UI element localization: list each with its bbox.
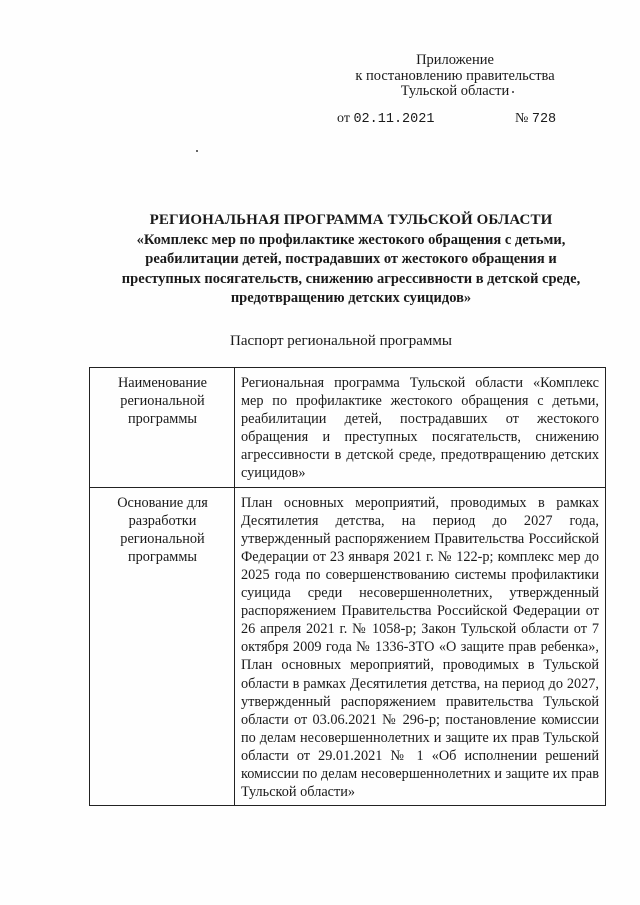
program-title-line-3: реабилитации детей, пострадавших от жестокого обращения и [145, 251, 557, 267]
passport-heading: Паспорт региональной программы [230, 333, 452, 349]
decree-from-label: от [337, 111, 350, 126]
row-value-basis: План основных мероприятий, проводимых в рамках Десятилетия детства, на период до 2027 года, утвержденный распоряжением Правительства Российской Федерации от 23 января 2021 г. № 122-р; комплекс мер до 2025 года по совершенствованию системы профилактики суицида среди несовершеннолетних, утвержденный распоряжением Правительства Российской Федерации от 26 апреля 2021 г. № 1058-р; Закон Тульской области от 7 октября 2009 года № 1336-ЗТО «О защите прав ребенка», План основных мероприятий, проводимых в Тульской области в рамках Десятилетия детства, на период до 2027, утвержденный распоряжением правительства Тульской области от 03.06.2021 № 296-р; постановление комиссии по делам несовершеннолетних и защите их прав Тульской области от 29.01.2021 № 1 «Об исполнении решений комиссии по делам несовершеннолетних и защите их прав Тульской области» [235, 487, 606, 806]
decree-number: 728 [531, 112, 557, 127]
appendix-block [330, 53, 580, 100]
appendix-line-1: Приложение [416, 52, 494, 68]
program-title-line-4: преступных посягательств, снижению агрессивности в детской среде, [121, 270, 581, 287]
scan-speck [196, 150, 198, 152]
decree-number-label: № [515, 111, 529, 126]
program-title [60, 211, 640, 309]
table-row [90, 368, 606, 488]
program-title-line-5: предотвращению детских суицидов» [230, 290, 472, 306]
table-row [90, 487, 606, 806]
appendix-line-3: Тульской области [400, 83, 510, 99]
decree-number-group [515, 111, 556, 127]
program-title-line-1: РЕГИОНАЛЬНАЯ ПРОГРАММА ТУЛЬСКОЙ ОБЛАСТИ [149, 212, 553, 228]
decree-date: 02.11.2021 [353, 112, 435, 127]
passport-table [89, 367, 606, 806]
decree-date-line [337, 111, 557, 127]
row-label-name: Наименование региональной программы [90, 368, 235, 488]
scan-speck [512, 91, 514, 93]
appendix-line-2: к постановлению правительства [355, 67, 555, 84]
row-label-basis: Основание для разработки региональной программы [90, 487, 235, 806]
row-value-name: Региональная программа Тульской области «Комплекс мер по профилактике жестокого обращения с детьми, реабилитации детей, пострадавших от жестокого обращения и преступных посягательств, снижению агрессивности в детской среде, предотвращению детских суицидов» [235, 368, 606, 488]
program-title-line-2: «Комплекс мер по профилактике жестокого обращения с детьми, [136, 231, 566, 248]
